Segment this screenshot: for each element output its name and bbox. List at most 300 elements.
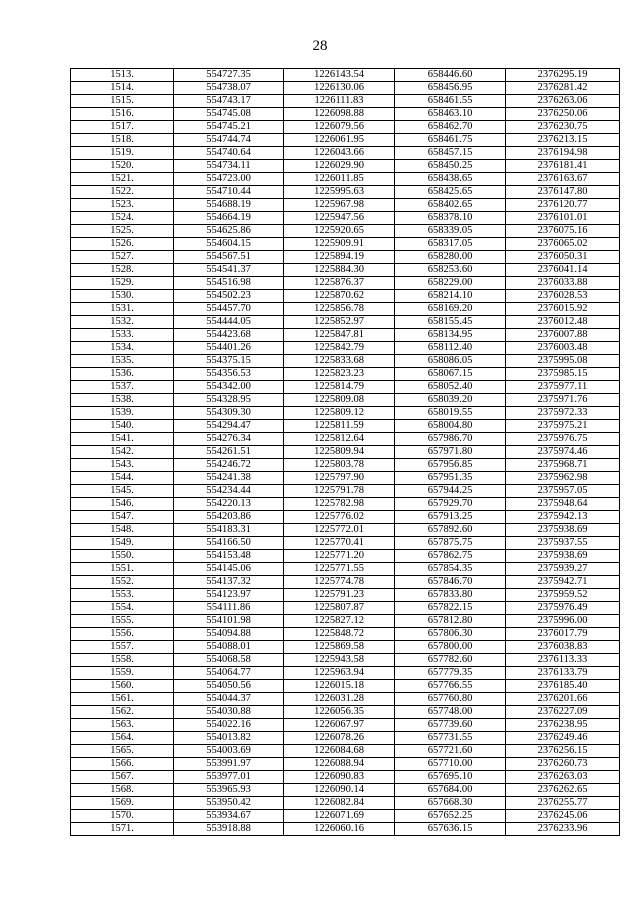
x-coordinate-cell: 554444.05 [174, 316, 284, 329]
point-number-cell: 1546. [71, 498, 174, 511]
point-number-cell: 1516. [71, 108, 174, 121]
point-number-cell: 1564. [71, 732, 174, 745]
y-coordinate-cell: 1225842.79 [284, 342, 395, 355]
y2-coordinate-cell: 2375976.49 [506, 602, 620, 615]
y2-coordinate-cell: 2375959.52 [506, 589, 620, 602]
point-number-cell: 1527. [71, 251, 174, 264]
x-coordinate-cell: 554567.51 [174, 251, 284, 264]
y-coordinate-cell: 1225770.41 [284, 537, 395, 550]
point-number-cell: 1561. [71, 693, 174, 706]
x2-coordinate-cell: 658438.65 [395, 173, 506, 186]
x2-coordinate-cell: 657854.35 [395, 563, 506, 576]
x-coordinate-cell: 554145.06 [174, 563, 284, 576]
point-number-cell: 1554. [71, 602, 174, 615]
x-coordinate-cell: 554101.98 [174, 615, 284, 628]
table-row [71, 719, 620, 732]
x2-coordinate-cell: 657636.15 [395, 823, 506, 836]
y2-coordinate-cell: 2376015.92 [506, 303, 620, 316]
x2-coordinate-cell: 658280.00 [395, 251, 506, 264]
y-coordinate-cell: 1226011.85 [284, 173, 395, 186]
point-number-cell: 1544. [71, 472, 174, 485]
table-row [71, 121, 620, 134]
x2-coordinate-cell: 658052.40 [395, 381, 506, 394]
y2-coordinate-cell: 2376120.77 [506, 199, 620, 212]
table-row [71, 576, 620, 589]
y-coordinate-cell: 1225823.23 [284, 368, 395, 381]
x-coordinate-cell: 554022.16 [174, 719, 284, 732]
y2-coordinate-cell: 2375948.64 [506, 498, 620, 511]
point-number-cell: 1542. [71, 446, 174, 459]
table-row [71, 784, 620, 797]
x2-coordinate-cell: 657800.00 [395, 641, 506, 654]
y-coordinate-cell: 1226056.35 [284, 706, 395, 719]
x-coordinate-cell: 554153.48 [174, 550, 284, 563]
x-coordinate-cell: 554625.86 [174, 225, 284, 238]
y2-coordinate-cell: 2376038.83 [506, 641, 620, 654]
table-row [71, 537, 620, 550]
y2-coordinate-cell: 2375957.05 [506, 485, 620, 498]
y-coordinate-cell: 1225797.90 [284, 472, 395, 485]
table-row [71, 563, 620, 576]
table-row [71, 498, 620, 511]
x-coordinate-cell: 554003.69 [174, 745, 284, 758]
x-coordinate-cell: 554183.31 [174, 524, 284, 537]
y2-coordinate-cell: 2376163.67 [506, 173, 620, 186]
table-row [71, 147, 620, 160]
point-number-cell: 1520. [71, 160, 174, 173]
x-coordinate-cell: 554734.11 [174, 160, 284, 173]
point-number-cell: 1534. [71, 342, 174, 355]
table-row [71, 69, 620, 82]
x2-coordinate-cell: 657913.25 [395, 511, 506, 524]
y-coordinate-cell: 1225811.59 [284, 420, 395, 433]
y-coordinate-cell: 1225807.87 [284, 602, 395, 615]
x2-coordinate-cell: 658378.10 [395, 212, 506, 225]
y-coordinate-cell: 1225943.58 [284, 654, 395, 667]
y-coordinate-cell: 1225774.78 [284, 576, 395, 589]
table-row [71, 810, 620, 823]
y2-coordinate-cell: 2375974.46 [506, 446, 620, 459]
point-number-cell: 1568. [71, 784, 174, 797]
table-row [71, 628, 620, 641]
table-row [71, 368, 620, 381]
x-coordinate-cell: 554241.38 [174, 472, 284, 485]
coordinates-table [70, 68, 620, 836]
y2-coordinate-cell: 2376295.19 [506, 69, 620, 82]
x-coordinate-cell: 554356.53 [174, 368, 284, 381]
point-number-cell: 1521. [71, 173, 174, 186]
coordinates-table-body [71, 69, 620, 836]
x2-coordinate-cell: 657782.60 [395, 654, 506, 667]
table-row [71, 199, 620, 212]
x2-coordinate-cell: 658446.60 [395, 69, 506, 82]
point-number-cell: 1571. [71, 823, 174, 836]
x2-coordinate-cell: 657731.55 [395, 732, 506, 745]
x2-coordinate-cell: 657833.80 [395, 589, 506, 602]
table-row [71, 771, 620, 784]
table-row [71, 329, 620, 342]
x2-coordinate-cell: 658134.95 [395, 329, 506, 342]
x2-coordinate-cell: 658450.25 [395, 160, 506, 173]
table-row [71, 680, 620, 693]
x-coordinate-cell: 553918.88 [174, 823, 284, 836]
point-number-cell: 1528. [71, 264, 174, 277]
table-row [71, 316, 620, 329]
x-coordinate-cell: 554309.30 [174, 407, 284, 420]
y2-coordinate-cell: 2375985.15 [506, 368, 620, 381]
x2-coordinate-cell: 657929.70 [395, 498, 506, 511]
point-number-cell: 1513. [71, 69, 174, 82]
y2-coordinate-cell: 2375977.11 [506, 381, 620, 394]
x2-coordinate-cell: 657760.80 [395, 693, 506, 706]
table-row [71, 212, 620, 225]
x2-coordinate-cell: 658339.05 [395, 225, 506, 238]
x-coordinate-cell: 553950.42 [174, 797, 284, 810]
table-row [71, 706, 620, 719]
y-coordinate-cell: 1225833.68 [284, 355, 395, 368]
point-number-cell: 1563. [71, 719, 174, 732]
point-number-cell: 1541. [71, 433, 174, 446]
x2-coordinate-cell: 657779.35 [395, 667, 506, 680]
x2-coordinate-cell: 657739.60 [395, 719, 506, 732]
y2-coordinate-cell: 2376250.06 [506, 108, 620, 121]
table-row [71, 433, 620, 446]
x2-coordinate-cell: 657721.60 [395, 745, 506, 758]
point-number-cell: 1558. [71, 654, 174, 667]
x-coordinate-cell: 554723.00 [174, 173, 284, 186]
x2-coordinate-cell: 657875.75 [395, 537, 506, 550]
y2-coordinate-cell: 2376147.80 [506, 186, 620, 199]
y2-coordinate-cell: 2376256.15 [506, 745, 620, 758]
y2-coordinate-cell: 2376260.73 [506, 758, 620, 771]
table-row [71, 134, 620, 147]
table-row [71, 342, 620, 355]
y-coordinate-cell: 1225791.78 [284, 485, 395, 498]
x2-coordinate-cell: 657986.70 [395, 433, 506, 446]
y2-coordinate-cell: 2376213.15 [506, 134, 620, 147]
point-number-cell: 1551. [71, 563, 174, 576]
table-row [71, 745, 620, 758]
table-row [71, 758, 620, 771]
x-coordinate-cell: 554094.88 [174, 628, 284, 641]
y2-coordinate-cell: 2376245.06 [506, 810, 620, 823]
y2-coordinate-cell: 2375942.71 [506, 576, 620, 589]
x2-coordinate-cell: 657971.80 [395, 446, 506, 459]
y2-coordinate-cell: 2376075.16 [506, 225, 620, 238]
y-coordinate-cell: 1226067.97 [284, 719, 395, 732]
x-coordinate-cell: 554738.07 [174, 82, 284, 95]
table-row [71, 160, 620, 173]
x-coordinate-cell: 554342.00 [174, 381, 284, 394]
table-row [71, 381, 620, 394]
y-coordinate-cell: 1225782.98 [284, 498, 395, 511]
x2-coordinate-cell: 657956.85 [395, 459, 506, 472]
point-number-cell: 1538. [71, 394, 174, 407]
table-row [71, 303, 620, 316]
point-number-cell: 1523. [71, 199, 174, 212]
x2-coordinate-cell: 658086.05 [395, 355, 506, 368]
x2-coordinate-cell: 657846.70 [395, 576, 506, 589]
x-coordinate-cell: 554068.58 [174, 654, 284, 667]
y-coordinate-cell: 1225771.55 [284, 563, 395, 576]
point-number-cell: 1562. [71, 706, 174, 719]
x-coordinate-cell: 554013.82 [174, 732, 284, 745]
y-coordinate-cell: 1225809.12 [284, 407, 395, 420]
x-coordinate-cell: 554044.37 [174, 693, 284, 706]
y-coordinate-cell: 1225847.81 [284, 329, 395, 342]
y-coordinate-cell: 1225814.79 [284, 381, 395, 394]
y2-coordinate-cell: 2376263.03 [506, 771, 620, 784]
x2-coordinate-cell: 657812.80 [395, 615, 506, 628]
y-coordinate-cell: 1225967.98 [284, 199, 395, 212]
y2-coordinate-cell: 2376181.41 [506, 160, 620, 173]
y-coordinate-cell: 1225852.97 [284, 316, 395, 329]
y-coordinate-cell: 1226079.56 [284, 121, 395, 134]
y-coordinate-cell: 1226031.28 [284, 693, 395, 706]
x-coordinate-cell: 554294.47 [174, 420, 284, 433]
x2-coordinate-cell: 657944.25 [395, 485, 506, 498]
x2-coordinate-cell: 658253.60 [395, 264, 506, 277]
x2-coordinate-cell: 657766.55 [395, 680, 506, 693]
table-row [71, 589, 620, 602]
y2-coordinate-cell: 2376201.66 [506, 693, 620, 706]
y2-coordinate-cell: 2375962.98 [506, 472, 620, 485]
y-coordinate-cell: 1225920.65 [284, 225, 395, 238]
table-row [71, 524, 620, 537]
y-coordinate-cell: 1225884.30 [284, 264, 395, 277]
x2-coordinate-cell: 658112.40 [395, 342, 506, 355]
point-number-cell: 1566. [71, 758, 174, 771]
point-number-cell: 1559. [71, 667, 174, 680]
y-coordinate-cell: 1225803.78 [284, 459, 395, 472]
x-coordinate-cell: 554401.26 [174, 342, 284, 355]
y-coordinate-cell: 1225772.01 [284, 524, 395, 537]
table-row [71, 186, 620, 199]
point-number-cell: 1535. [71, 355, 174, 368]
x-coordinate-cell: 554664.19 [174, 212, 284, 225]
table-row [71, 485, 620, 498]
x-coordinate-cell: 554743.17 [174, 95, 284, 108]
x-coordinate-cell: 554166.50 [174, 537, 284, 550]
point-number-cell: 1532. [71, 316, 174, 329]
point-number-cell: 1565. [71, 745, 174, 758]
y-coordinate-cell: 1226090.83 [284, 771, 395, 784]
y-coordinate-cell: 1226082.84 [284, 797, 395, 810]
point-number-cell: 1545. [71, 485, 174, 498]
y2-coordinate-cell: 2376249.46 [506, 732, 620, 745]
table-row [71, 641, 620, 654]
y2-coordinate-cell: 2375976.75 [506, 433, 620, 446]
x2-coordinate-cell: 658039.20 [395, 394, 506, 407]
point-number-cell: 1540. [71, 420, 174, 433]
y-coordinate-cell: 1226098.88 [284, 108, 395, 121]
x-coordinate-cell: 554137.32 [174, 576, 284, 589]
table-row [71, 693, 620, 706]
x2-coordinate-cell: 658067.15 [395, 368, 506, 381]
table-row [71, 511, 620, 524]
y-coordinate-cell: 1226061.95 [284, 134, 395, 147]
x-coordinate-cell: 554220.13 [174, 498, 284, 511]
x2-coordinate-cell: 658402.65 [395, 199, 506, 212]
y-coordinate-cell: 1225856.78 [284, 303, 395, 316]
table-row [71, 251, 620, 264]
y2-coordinate-cell: 2375939.27 [506, 563, 620, 576]
x-coordinate-cell: 554745.08 [174, 108, 284, 121]
x2-coordinate-cell: 658317.05 [395, 238, 506, 251]
y-coordinate-cell: 1226111.83 [284, 95, 395, 108]
point-number-cell: 1524. [71, 212, 174, 225]
y2-coordinate-cell: 2376050.31 [506, 251, 620, 264]
point-number-cell: 1553. [71, 589, 174, 602]
x2-coordinate-cell: 658457.15 [395, 147, 506, 160]
x2-coordinate-cell: 657710.00 [395, 758, 506, 771]
table-row [71, 654, 620, 667]
x2-coordinate-cell: 658155.45 [395, 316, 506, 329]
x2-coordinate-cell: 657822.15 [395, 602, 506, 615]
y2-coordinate-cell: 2376281.42 [506, 82, 620, 95]
table-row [71, 173, 620, 186]
y-coordinate-cell: 1226090.14 [284, 784, 395, 797]
y2-coordinate-cell: 2376028.53 [506, 290, 620, 303]
x2-coordinate-cell: 657951.35 [395, 472, 506, 485]
y-coordinate-cell: 1225827.12 [284, 615, 395, 628]
x2-coordinate-cell: 658456.95 [395, 82, 506, 95]
x-coordinate-cell: 554261.51 [174, 446, 284, 459]
x2-coordinate-cell: 658169.20 [395, 303, 506, 316]
point-number-cell: 1552. [71, 576, 174, 589]
y-coordinate-cell: 1225870.62 [284, 290, 395, 303]
y2-coordinate-cell: 2376017.79 [506, 628, 620, 641]
y2-coordinate-cell: 2375995.08 [506, 355, 620, 368]
x-coordinate-cell: 554688.19 [174, 199, 284, 212]
y2-coordinate-cell: 2376263.06 [506, 95, 620, 108]
x-coordinate-cell: 554030.88 [174, 706, 284, 719]
x2-coordinate-cell: 657668.30 [395, 797, 506, 810]
x2-coordinate-cell: 657695.10 [395, 771, 506, 784]
y2-coordinate-cell: 2376101.01 [506, 212, 620, 225]
y2-coordinate-cell: 2376113.33 [506, 654, 620, 667]
y2-coordinate-cell: 2376012.48 [506, 316, 620, 329]
x2-coordinate-cell: 658462.70 [395, 121, 506, 134]
x2-coordinate-cell: 657806.30 [395, 628, 506, 641]
y2-coordinate-cell: 2376133.79 [506, 667, 620, 680]
y-coordinate-cell: 1226088.94 [284, 758, 395, 771]
x-coordinate-cell: 554710.44 [174, 186, 284, 199]
point-number-cell: 1522. [71, 186, 174, 199]
x2-coordinate-cell: 658461.55 [395, 95, 506, 108]
point-number-cell: 1517. [71, 121, 174, 134]
y2-coordinate-cell: 2375968.71 [506, 459, 620, 472]
y-coordinate-cell: 1225812.64 [284, 433, 395, 446]
y2-coordinate-cell: 2375938.69 [506, 550, 620, 563]
x2-coordinate-cell: 657748.00 [395, 706, 506, 719]
x-coordinate-cell: 554541.37 [174, 264, 284, 277]
x-coordinate-cell: 553934.67 [174, 810, 284, 823]
x-coordinate-cell: 553977.01 [174, 771, 284, 784]
table-row [71, 550, 620, 563]
point-number-cell: 1537. [71, 381, 174, 394]
x-coordinate-cell: 554457.70 [174, 303, 284, 316]
x-coordinate-cell: 554745.21 [174, 121, 284, 134]
table-row [71, 355, 620, 368]
y-coordinate-cell: 1225995.63 [284, 186, 395, 199]
point-number-cell: 1548. [71, 524, 174, 537]
point-number-cell: 1556. [71, 628, 174, 641]
table-row [71, 290, 620, 303]
x-coordinate-cell: 554123.97 [174, 589, 284, 602]
point-number-cell: 1557. [71, 641, 174, 654]
y-coordinate-cell: 1225771.20 [284, 550, 395, 563]
point-number-cell: 1531. [71, 303, 174, 316]
x-coordinate-cell: 554111.86 [174, 602, 284, 615]
y-coordinate-cell: 1225894.19 [284, 251, 395, 264]
y2-coordinate-cell: 2376065.02 [506, 238, 620, 251]
point-number-cell: 1519. [71, 147, 174, 160]
y2-coordinate-cell: 2376041.14 [506, 264, 620, 277]
page-number: 28 [312, 38, 328, 54]
x2-coordinate-cell: 658463.10 [395, 108, 506, 121]
point-number-cell: 1547. [71, 511, 174, 524]
table-row [71, 472, 620, 485]
x-coordinate-cell: 554328.95 [174, 394, 284, 407]
y2-coordinate-cell: 2376003.48 [506, 342, 620, 355]
table-row [71, 277, 620, 290]
point-number-cell: 1549. [71, 537, 174, 550]
x-coordinate-cell: 554604.15 [174, 238, 284, 251]
point-number-cell: 1543. [71, 459, 174, 472]
point-number-cell: 1526. [71, 238, 174, 251]
table-row [71, 95, 620, 108]
y2-coordinate-cell: 2375938.69 [506, 524, 620, 537]
x2-coordinate-cell: 658229.00 [395, 277, 506, 290]
x-coordinate-cell: 554375.15 [174, 355, 284, 368]
y2-coordinate-cell: 2375937.55 [506, 537, 620, 550]
y2-coordinate-cell: 2376262.65 [506, 784, 620, 797]
y-coordinate-cell: 1226130.06 [284, 82, 395, 95]
point-number-cell: 1518. [71, 134, 174, 147]
y2-coordinate-cell: 2375942.13 [506, 511, 620, 524]
y2-coordinate-cell: 2375975.21 [506, 420, 620, 433]
y2-coordinate-cell: 2376007.88 [506, 329, 620, 342]
x-coordinate-cell: 554276.34 [174, 433, 284, 446]
y2-coordinate-cell: 2375996.00 [506, 615, 620, 628]
point-number-cell: 1529. [71, 277, 174, 290]
table-row [71, 82, 620, 95]
x-coordinate-cell: 554516.98 [174, 277, 284, 290]
y-coordinate-cell: 1226084.68 [284, 745, 395, 758]
point-number-cell: 1567. [71, 771, 174, 784]
y2-coordinate-cell: 2376233.96 [506, 823, 620, 836]
y-coordinate-cell: 1225848.72 [284, 628, 395, 641]
x-coordinate-cell: 554064.77 [174, 667, 284, 680]
table-row [71, 615, 620, 628]
x2-coordinate-cell: 658004.80 [395, 420, 506, 433]
y-coordinate-cell: 1225909.91 [284, 238, 395, 251]
x-coordinate-cell: 554727.35 [174, 69, 284, 82]
table-row [71, 264, 620, 277]
y-coordinate-cell: 1225963.94 [284, 667, 395, 680]
x2-coordinate-cell: 658425.65 [395, 186, 506, 199]
table-row [71, 225, 620, 238]
x2-coordinate-cell: 657892.60 [395, 524, 506, 537]
table-row [71, 602, 620, 615]
y-coordinate-cell: 1226143.54 [284, 69, 395, 82]
table-row [71, 394, 620, 407]
y2-coordinate-cell: 2376033.88 [506, 277, 620, 290]
y2-coordinate-cell: 2376238.95 [506, 719, 620, 732]
y-coordinate-cell: 1226071.69 [284, 810, 395, 823]
y-coordinate-cell: 1226029.90 [284, 160, 395, 173]
